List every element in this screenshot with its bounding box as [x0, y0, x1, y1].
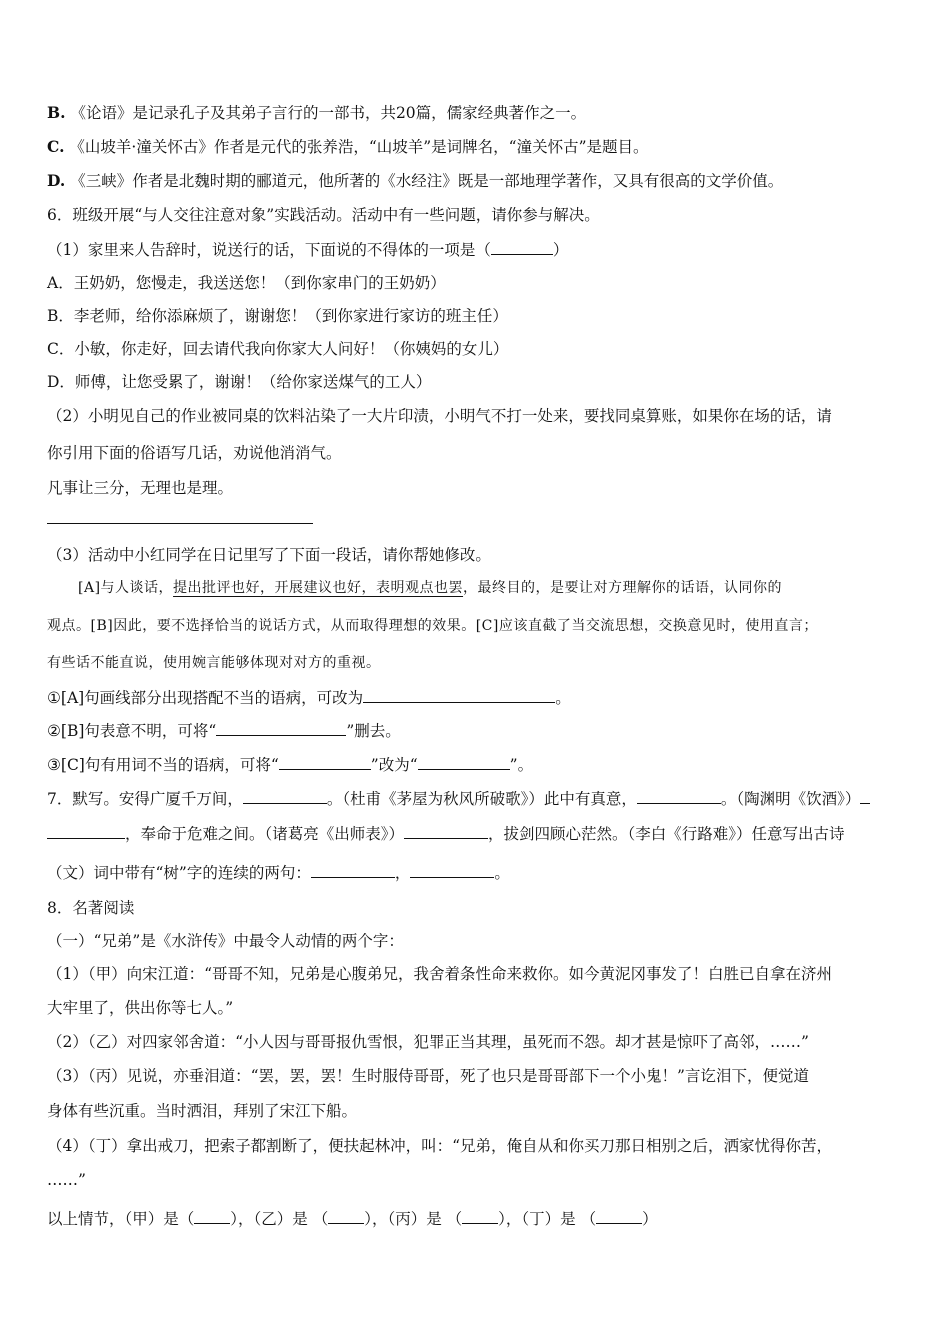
q6-part1-stem — [47, 239, 568, 260]
excerpt-1-line1: （1）（甲）向宋江道：“哥哥不知，兄弟是心腹弟兄，我舍着条性命来救你。如今黄泥冈事发了！白胜已自拿在济州 — [47, 965, 833, 983]
q6-option-b: B．李老师，给你添麻烦了，谢谢您！（到你家进行家访的班主任） — [47, 307, 508, 325]
answer-blank[interactable] — [243, 788, 327, 804]
stem-text: ”改为“ — [370, 756, 418, 774]
passage-text: ，最终目的，是要让对方理解你的话语，认同你的 — [463, 580, 783, 596]
excerpt-3-line2: 身体有些沉重。当时洒泪，拜别了宋江下船。 — [47, 1102, 358, 1120]
answer-blank[interactable] — [216, 720, 346, 736]
answer-blank[interactable] — [194, 1208, 230, 1224]
option-text: 《山坡羊·潼关怀古》作者是元代的张养浩，“山坡羊”是词牌名，“潼关怀古”是题目。 — [69, 138, 649, 156]
q6-option-a: A．王奶奶，您慢走，我送送您！（到你家串门的王奶奶） — [47, 274, 446, 292]
q5-option-d — [47, 171, 783, 191]
excerpt-3-line1: （3）（丙）见说，亦垂泪道：“罢，罢，罢！生时服侍哥哥，死了也只是哥哥部下一个小鬼！”言讫泪下，便觉道 — [47, 1067, 809, 1085]
underlined-phrase: 提出批评也好，开展建议也好，表明观点也罢 — [173, 580, 464, 596]
q7-line1 — [47, 788, 870, 809]
excerpt-1-line2: 大牢里了，供出你等七人。” — [47, 999, 234, 1017]
q6-option-d: D．师傅，让您受累了，谢谢！（给你家送煤气的工人） — [47, 373, 432, 391]
option-letter: C. — [47, 137, 65, 156]
q8-title: 8．名著阅读 — [47, 899, 135, 917]
q8-answer-line — [47, 1208, 658, 1229]
stem-text: ） — [642, 1210, 658, 1228]
q7-line3 — [47, 862, 510, 883]
option-letter: B. — [47, 103, 66, 122]
stem-text: ， — [394, 864, 411, 882]
answer-blank[interactable] — [462, 1208, 498, 1224]
stem-text: ），（丙）是 （ — [364, 1210, 463, 1228]
excerpt-4-line2: ……” — [47, 1171, 86, 1189]
stem-text: ），（乙）是 （ — [230, 1210, 329, 1228]
passage-text: [A]与人谈话， — [78, 580, 174, 596]
stem-text: 。（杜甫《茅屋为秋风所破歌》）此中有真意， — [326, 790, 637, 808]
answer-blank[interactable] — [410, 862, 494, 878]
stem-text: ②[B]句表意不明，可将“ — [47, 722, 217, 740]
q6-option-c: C．小敏，你走好，回去请代我向你家大人问好！（你姨妈的女儿） — [47, 340, 509, 358]
answer-blank[interactable] — [491, 239, 553, 255]
passage-line3: 有些话不能直说，使用婉言能够体现对对方的重视。 — [47, 655, 381, 671]
answer-blank[interactable] — [279, 754, 371, 770]
q7-line2 — [47, 823, 845, 844]
q6-part2-line2: 你引用下面的俗语写几话，劝说他消消气。 — [47, 444, 342, 462]
stem-text: ，拔剑四顾心茫然。（李白《行路难》）任意写出古诗 — [488, 825, 845, 843]
q6-sub2 — [47, 720, 401, 741]
stem-text: ③[C]句有用词不当的语病，可将“ — [47, 756, 279, 774]
q6-stem: 6．班级开展“与人交往注意对象”实践活动。活动中有一些问题，请你参与解决。 — [47, 206, 600, 224]
stem-text: ），（丁）是 （ — [498, 1210, 597, 1228]
stem-text: ） — [552, 241, 569, 259]
answer-blank[interactable] — [860, 788, 870, 804]
excerpt-4-line1: （4）（丁）拿出戒刀，把索子都割断了，便扶起林冲，叫：“兄弟，俺自从和你买刀那日相别之后，洒家忧得你苦， — [47, 1137, 833, 1155]
stem-text: 。 — [494, 864, 510, 882]
q8-subtitle: （一）“兄弟”是《水浒传》中最令人动情的两个字： — [47, 932, 404, 950]
answer-blank[interactable] — [328, 1208, 364, 1224]
proverb: 凡事让三分，无理也是理。 — [47, 479, 234, 497]
q6-part2-line1: （2）小明见自己的作业被同桌的饮料沾染了一大片印渍，小明气不打一处来，要找同桌算账，如果你在场的话，请 — [47, 407, 832, 425]
stem-text: （1）家里来人告辞时，说送行的话，下面说的不得体的一项是（ — [47, 241, 491, 259]
stem-text: ，奉命于危难之间。（诸葛亮《出师表》） — [125, 825, 405, 843]
answer-blank[interactable] — [596, 1208, 642, 1224]
answer-blank[interactable] — [47, 823, 125, 839]
answer-blank[interactable] — [637, 788, 721, 804]
stem-text: ”。 — [509, 756, 534, 774]
stem-text: ”删去。 — [346, 722, 401, 740]
passage-line2: 观点。[B]因此，要不选择恰当的说话方式，从而取得理想的效果。[C]应该直截了当交流思想，交换意见时，使用直言； — [47, 618, 818, 634]
answer-blank[interactable] — [311, 862, 395, 878]
q5-option-c — [47, 137, 649, 157]
answer-line[interactable] — [47, 523, 313, 524]
option-letter: D. — [47, 171, 66, 190]
passage-line1 — [78, 578, 782, 598]
excerpt-2: （2）（乙）对四家邻舍道：“小人因与哥哥报仇雪恨，犯罪正当其理，虽死而不怨。却才甚是惊吓了高邻，……” — [47, 1033, 809, 1051]
q5-option-b — [47, 103, 586, 123]
answer-blank[interactable] — [404, 823, 488, 839]
stem-text: 。 — [555, 689, 571, 707]
stem-text: 7．默写。安得广厦千万间， — [47, 790, 243, 808]
answer-blank[interactable] — [363, 687, 555, 703]
stem-text: 以上情节，（甲）是（ — [47, 1210, 195, 1228]
stem-text: （文）词中带有“树”字的连续的两句： — [47, 864, 311, 882]
q6-sub3 — [47, 754, 533, 775]
q6-part3-stem: （3）活动中小红同学在日记里写了下面一段话，请你帮她修改。 — [47, 546, 491, 564]
answer-blank[interactable] — [418, 754, 510, 770]
option-text: 《论语》是记录孔子及其弟子言行的一部书，共20篇，儒家经典著作之一。 — [70, 104, 587, 122]
stem-text: ①[A]句画线部分出现搭配不当的语病，可改为 — [47, 689, 364, 707]
q6-sub1 — [47, 687, 571, 708]
option-text: 《三峡》作者是北魏时期的郦道元，他所著的《水经注》既是一部地理学著作，又具有很高的文学价值。 — [70, 172, 784, 190]
stem-text: 。（陶渊明《饮酒》） — [720, 790, 861, 808]
